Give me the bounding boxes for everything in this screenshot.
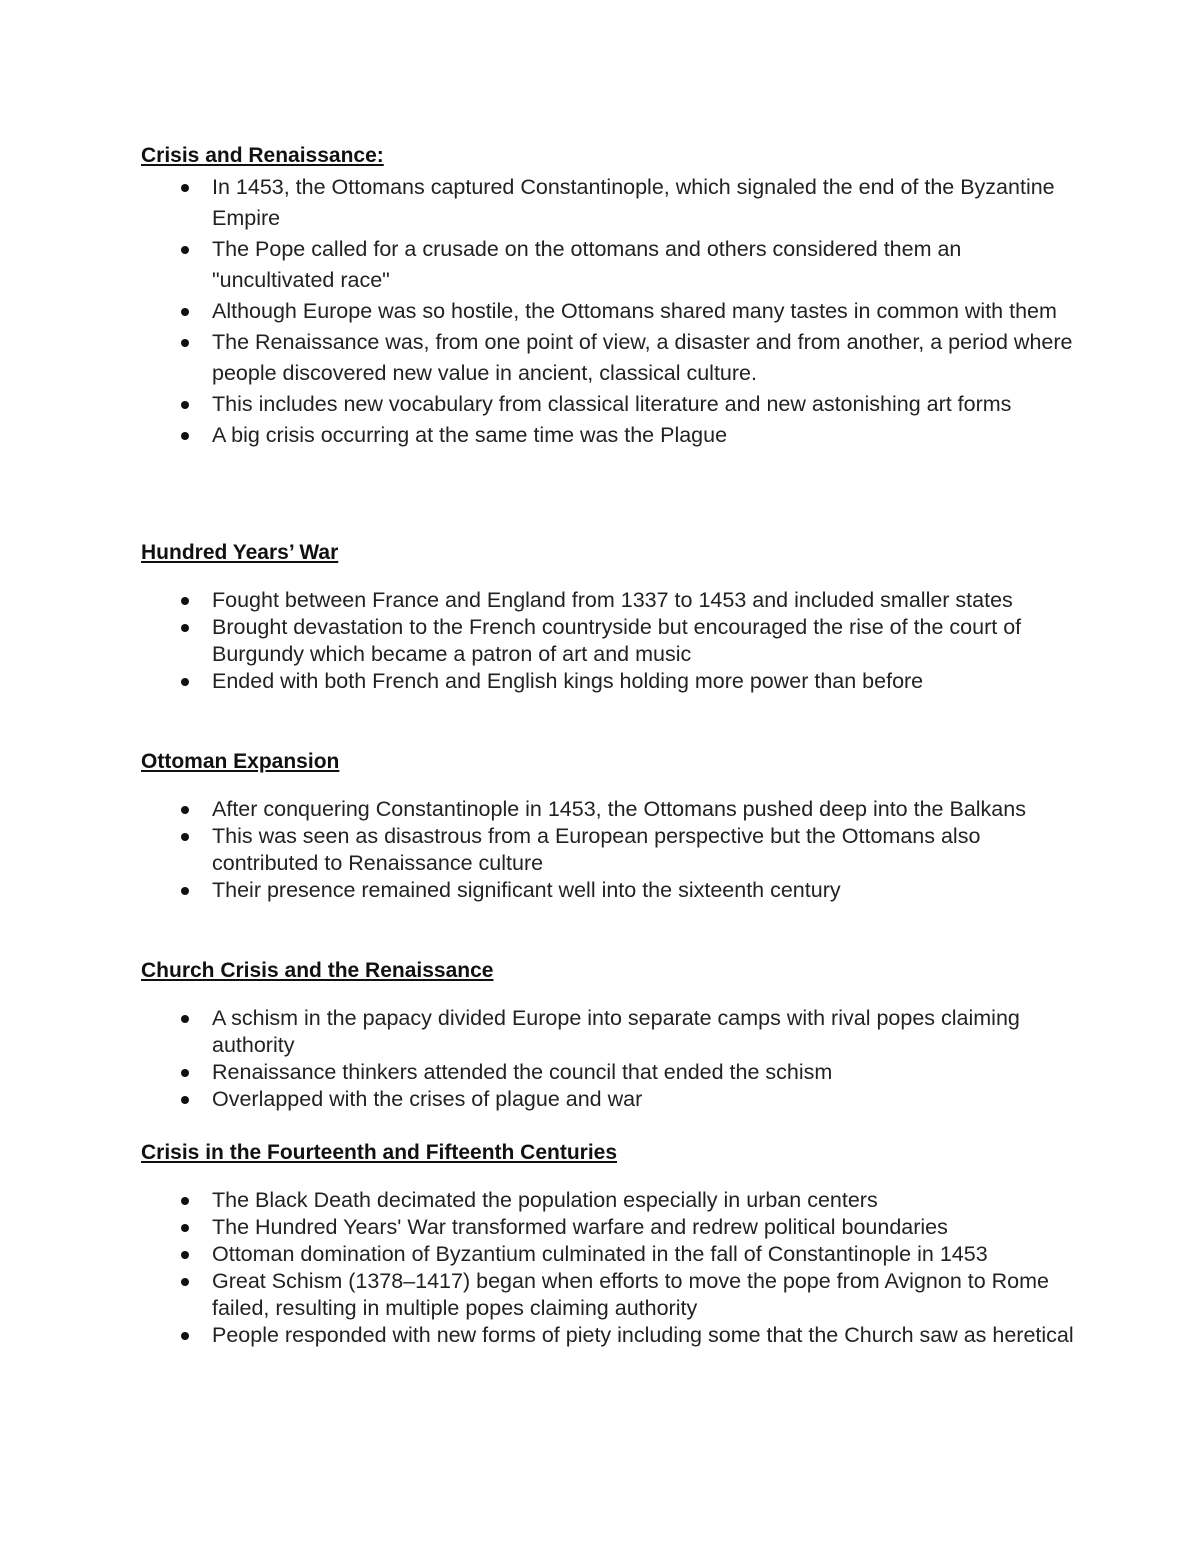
bullet-icon — [181, 597, 189, 605]
bullet-icon — [181, 184, 189, 192]
list-item — [141, 1268, 1081, 1322]
list-item-text: This was seen as disastrous from a European perspective but the Ottomans also contributed to Renaissance culture — [212, 824, 981, 875]
list-item-text: Great Schism (1378–1417) began when efforts to move the pope from Avignon to Rome failed, resulting in multiple popes claiming authority — [212, 1269, 1050, 1320]
list-item — [141, 1187, 1081, 1214]
bullet-list — [141, 1187, 1081, 1349]
list-item-text: Ottoman domination of Byzantium culminated in the fall of Constantinople in 1453 — [212, 1242, 988, 1266]
list-item-text: Fought between France and England from 1337 to 1453 and included smaller states — [212, 588, 1013, 612]
bullet-list — [141, 1005, 1081, 1113]
bullet-icon — [181, 1069, 189, 1077]
section-ottoman-expansion — [141, 749, 1081, 904]
section-heading: Church Crisis and the Renaissance — [141, 959, 494, 982]
section-fourteenth-fifteenth-centuries — [141, 1140, 1081, 1349]
list-item — [141, 296, 1081, 327]
bullet-icon — [181, 432, 189, 440]
list-item-text: Renaissance thinkers attended the council that ended the schism — [212, 1060, 833, 1084]
list-item-text: The Pope called for a crusade on the ottomans and others considered them an "uncultivated race" — [212, 237, 962, 292]
list-item-text: The Renaissance was, from one point of view, a disaster and from another, a period where people discovered new value in ancient, classical culture. — [212, 330, 1073, 385]
bullet-icon — [181, 401, 189, 409]
section-heading: Ottoman Expansion — [141, 750, 340, 773]
list-item — [141, 823, 1081, 877]
bullet-icon — [181, 1197, 189, 1205]
list-item — [141, 1214, 1081, 1241]
list-item-text: Ended with both French and English kings holding more power than before — [212, 669, 924, 693]
bullet-icon — [181, 806, 189, 814]
bullet-icon — [181, 887, 189, 895]
list-item — [141, 614, 1081, 668]
bullet-icon — [181, 308, 189, 316]
list-item-text: Brought devastation to the French countryside but encouraged the rise of the court of Burgundy which became a patron of art and music — [212, 615, 1022, 666]
section-heading: Crisis and Renaissance: — [141, 144, 384, 167]
bullet-icon — [181, 624, 189, 632]
section-church-crisis — [141, 958, 1081, 1113]
bullet-list — [141, 587, 1081, 695]
list-item-text: This includes new vocabulary from classical literature and new astonishing art forms — [212, 392, 1012, 416]
list-item — [141, 1086, 1081, 1113]
bullet-icon — [181, 1251, 189, 1259]
bullet-icon — [181, 833, 189, 841]
list-item-text: Although Europe was so hostile, the Ottomans shared many tastes in common with them — [212, 299, 1057, 323]
list-item — [141, 389, 1081, 420]
bullet-icon — [181, 1224, 189, 1232]
section-heading: Crisis in the Fourteenth and Fifteenth Centuries — [141, 1141, 618, 1164]
list-item-text: People responded with new forms of piety including some that the Church saw as heretical — [212, 1323, 1074, 1347]
list-item-text: In 1453, the Ottomans captured Constantinople, which signaled the end of the Byzantine Empire — [212, 175, 1055, 230]
list-item — [141, 1241, 1081, 1268]
bullet-icon — [181, 246, 189, 254]
bullet-icon — [181, 1278, 189, 1286]
bullet-list — [141, 172, 1081, 451]
list-item — [141, 587, 1081, 614]
list-item-text: The Black Death decimated the population especially in urban centers — [212, 1188, 878, 1212]
list-item-text: A big crisis occurring at the same time was the Plague — [212, 423, 728, 447]
list-item — [141, 668, 1081, 695]
section-heading: Hundred Years’ War — [141, 541, 339, 564]
list-item — [141, 877, 1081, 904]
list-item — [141, 234, 1081, 296]
list-item-text: A schism in the papacy divided Europe into separate camps with rival popes claiming authority — [212, 1006, 1020, 1057]
bullet-icon — [181, 1332, 189, 1340]
list-item-text: After conquering Constantinople in 1453, the Ottomans pushed deep into the Balkans — [212, 797, 1026, 821]
section-crisis-and-renaissance — [141, 143, 1081, 451]
list-item — [141, 327, 1081, 389]
list-item — [141, 796, 1081, 823]
list-item — [141, 1322, 1081, 1349]
section-hundred-years-war — [141, 540, 1081, 695]
list-item-text: Their presence remained significant well into the sixteenth century — [212, 878, 841, 902]
list-item-text: The Hundred Years' War transformed warfare and redrew political boundaries — [212, 1215, 948, 1239]
list-item-text: Overlapped with the crises of plague and war — [212, 1087, 643, 1111]
list-item — [141, 172, 1081, 234]
list-item — [141, 420, 1081, 451]
list-item — [141, 1005, 1081, 1059]
bullet-icon — [181, 1096, 189, 1104]
bullet-icon — [181, 339, 189, 347]
bullet-list — [141, 796, 1081, 904]
list-item — [141, 1059, 1081, 1086]
bullet-icon — [181, 1015, 189, 1023]
bullet-icon — [181, 678, 189, 686]
